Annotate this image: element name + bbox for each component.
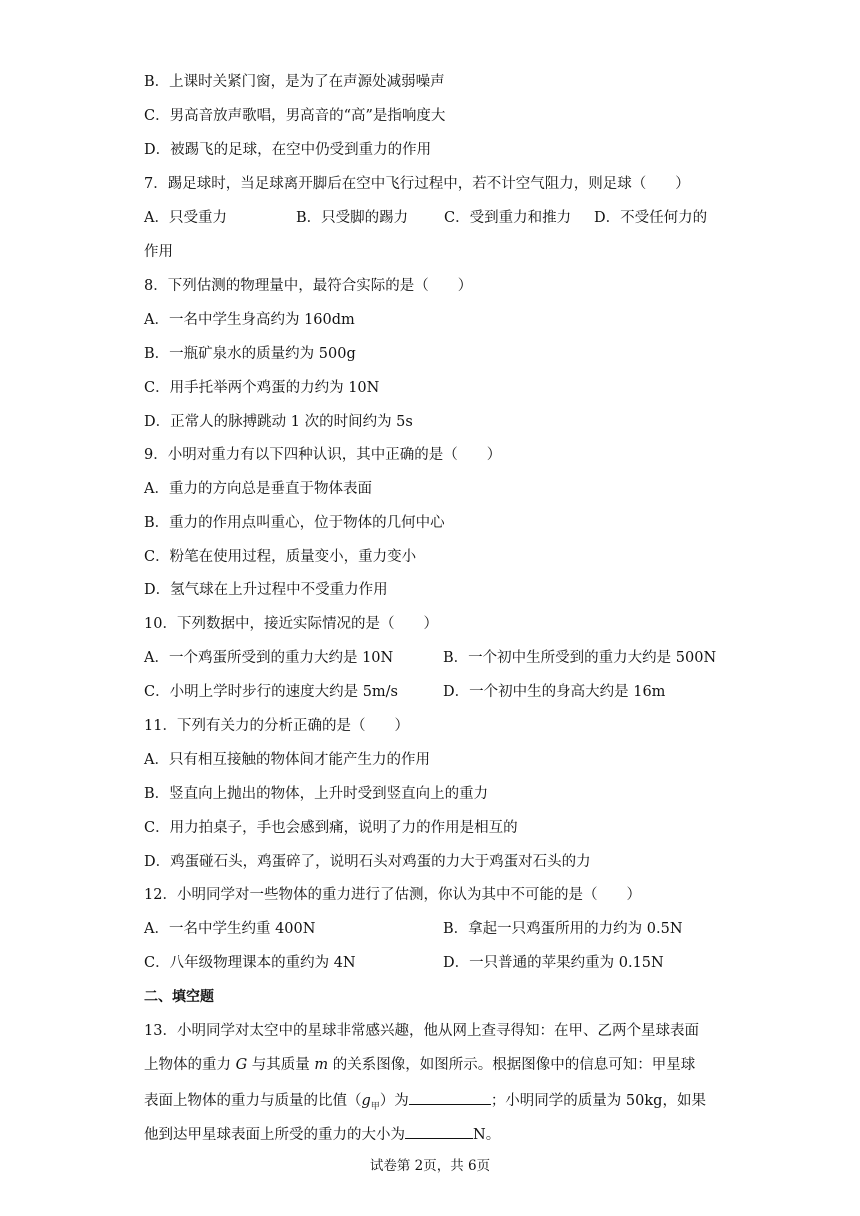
q11-stem: 11．下列有关力的分析正确的是（ ）: [144, 718, 409, 734]
q9-stem: 9．小明对重力有以下四种认识，其中正确的是（ ）: [144, 447, 502, 463]
symbol-m-mass: m: [314, 1057, 329, 1073]
page-footer: 试卷第 2页，共 6页: [369, 1158, 491, 1174]
option-b-noise: B．上课时关紧门窗，是为了在声源处减弱噪声: [144, 74, 445, 90]
q8-stem: 8．下列估测的物理量中，最符合实际的是（ ）: [144, 278, 473, 294]
q7-option-d-continued: 作用: [144, 244, 173, 260]
q12-stem: 12．小明同学对一些物体的重力进行了估测，你认为其中不可能的是（ ）: [144, 887, 641, 903]
q10-option-a: A．一个鸡蛋所受到的重力大约是 10N: [144, 650, 394, 666]
answer-blank-2[interactable]: [405, 1123, 473, 1139]
symbol-g-ratio: g: [361, 1093, 371, 1109]
q12-option-a: A．一名中学生约重 400N: [144, 921, 316, 937]
q7-stem: 7．踢足球时，当足球离开脚后在空中飞行过程中，若不计空气阻力，则足球（ ）: [144, 176, 690, 192]
q11-option-c: C．用力拍桌子，手也会感到痛，说明了力的作用是相互的: [144, 820, 518, 836]
q9-option-b: B．重力的作用点叫重心，位于物体的几何中心: [144, 515, 445, 531]
q8-option-b: B．一瓶矿泉水的质量约为 500g: [144, 346, 356, 362]
q8-option-d: D．正常人的脉搏跳动 1 次的时间约为 5s: [144, 414, 413, 430]
answer-blank-1[interactable]: [409, 1089, 491, 1105]
q12-option-b: B．拿起一只鸡蛋所用的力约为 0.5N: [443, 921, 683, 937]
q8-option-c: C．用手托举两个鸡蛋的力约为 10N: [144, 380, 380, 396]
q7-option-d: D．不受任何力的: [594, 210, 708, 226]
symbol-g-weight: G: [235, 1057, 248, 1073]
q11-option-b: B．竖直向上抛出的物体，上升时受到竖直向上的重力: [144, 786, 489, 802]
q10-option-b: B．一个初中生所受到的重力大约是 500N: [443, 650, 717, 666]
q9-option-a: A．重力的方向总是垂直于物体表面: [144, 481, 372, 497]
q12-option-c: C．八年级物理课本的重约为 4N: [144, 955, 356, 971]
q8-option-a: A．一名中学生身高约为 160dm: [144, 312, 355, 328]
q7-option-b: B．只受脚的踢力: [296, 210, 409, 226]
q10-stem: 10．下列数据中，接近实际情况的是（ ）: [144, 616, 438, 632]
option-d-football: D．被踢飞的足球，在空中仍受到重力的作用: [144, 142, 432, 158]
q13-line-3: 表面上物体的重力与质量的比值$(g_甲)$为 ；小明同学的质量为 50kg，如果: [144, 1089, 706, 1117]
q9-option-c: C．粉笔在使用过程，质量变小，重力变小: [144, 549, 417, 565]
q11-option-a: A．只有相互接触的物体间才能产生力的作用: [144, 752, 430, 768]
q7-option-a: A．只受重力: [144, 210, 227, 226]
q11-option-d: D．鸡蛋碰石头，鸡蛋碎了，说明石头对鸡蛋的力大于鸡蛋对石头的力: [144, 854, 591, 870]
q13-line-4: 他到达甲星球表面上所受的重力的大小为 N。: [144, 1123, 500, 1145]
q10-option-d: D．一个初中生的身高大约是 16m: [443, 684, 666, 700]
option-c-tenor: C．男高音放声歌唱，男高音的“高”是指响度大: [144, 108, 446, 124]
q12-option-d: D．一只普通的苹果约重为 0.15N: [443, 955, 664, 971]
q9-option-d: D．氢气球在上升过程中不受重力作用: [144, 582, 388, 598]
q13-line-1: 13．小明同学对太空中的星球非常感兴趣，他从网上查寻得知：在甲、乙两个星球表面: [144, 1023, 699, 1039]
section-heading-fill-in: 二、填空题: [144, 989, 214, 1005]
q13-line-2: 上物体的重力 G 与其质量 m 的关系图像，如图所示。根据图像中的信息可知：甲星球: [144, 1057, 696, 1073]
q7-option-c: C．受到重力和推力: [444, 210, 572, 226]
q10-option-c: C．小明上学时步行的速度大约是 5m/s: [144, 684, 399, 700]
